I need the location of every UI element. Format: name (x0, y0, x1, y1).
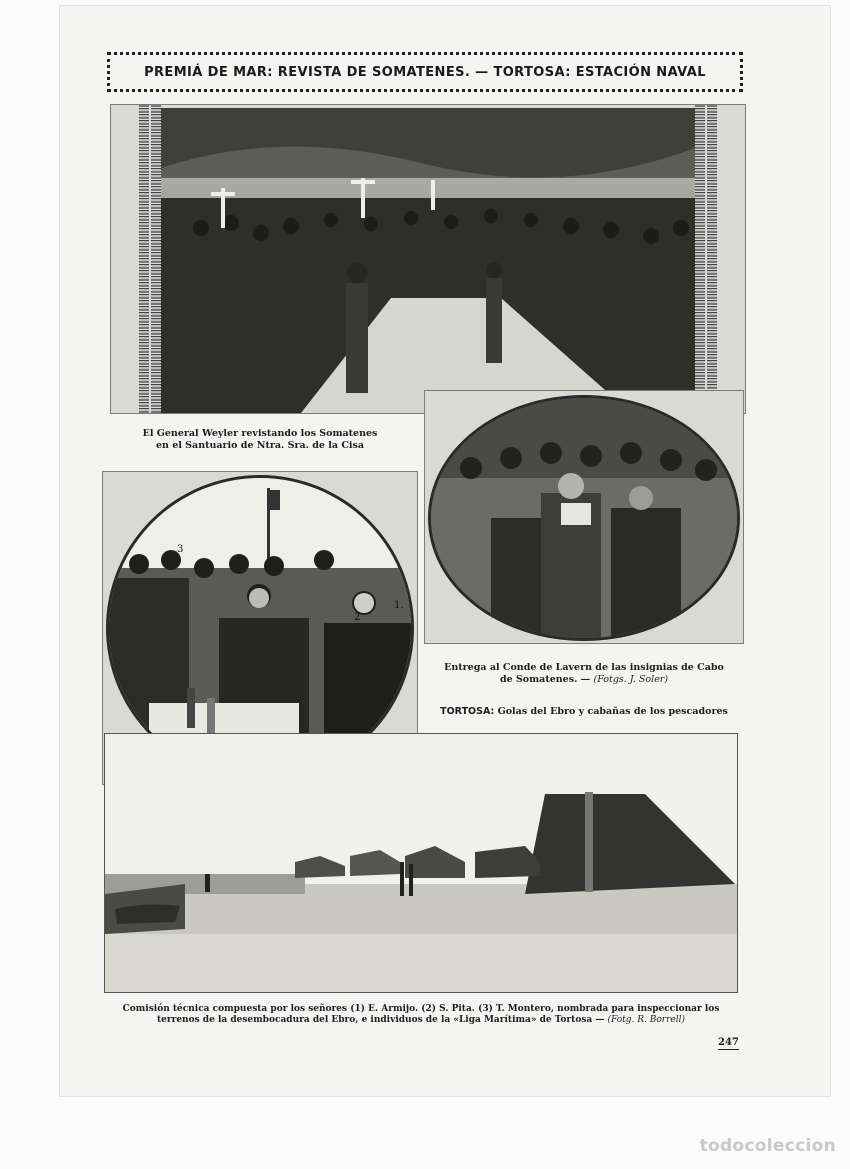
photo-tortosa-golas (104, 733, 738, 993)
decorative-stripe (139, 105, 149, 413)
caption-weyler (110, 428, 410, 452)
watermark: todocoleccion (699, 1136, 836, 1156)
decorative-stripe (695, 105, 705, 413)
caption-label: TORTOSA: (440, 706, 495, 717)
caption-line: El General Weyler revistando los Somatenes (142, 428, 378, 439)
caption-line: Comisión técnica compuesta por los señores (1) E. Armijo. (2) S. Pita. (3) T. Montero, nombrada para inspeccionar los (122, 1004, 720, 1014)
photo-lavern-insignias (428, 395, 740, 641)
photo-credit: (Fotgs. J. Soler) (593, 674, 669, 685)
decorative-stripe (707, 105, 717, 413)
page-number: 247 (718, 1037, 739, 1048)
caption-text: de Somatenes. — (499, 674, 591, 685)
photo-credit: (Fotg. R. Borrell) (607, 1015, 686, 1025)
caption-text: Golas del Ebro y cabañas de los pescadores (497, 706, 728, 717)
caption-line (424, 674, 744, 686)
page-title: PREMIÁ DE MAR: REVISTA DE SOMATENES. — TORTOSA: ESTACIÓN NAVAL (144, 64, 706, 80)
caption-comision (104, 1004, 738, 1026)
marker-3: 3 (177, 544, 184, 555)
caption-text: terrenos de la desembocadura del Ebro, e individuos de la «Liga Marítima» de Tortosa — (156, 1015, 605, 1025)
caption-lavern (424, 662, 744, 686)
page-header (107, 52, 743, 92)
caption-line (104, 1015, 738, 1026)
marker-2: 2 (354, 612, 361, 623)
marker-1: 1. (394, 600, 404, 611)
decorative-stripe (151, 105, 161, 413)
caption-line: en el Santuario de Ntra. Sra. de la Cisa (155, 440, 365, 451)
photo-weyler-review (161, 108, 695, 413)
caption-tortosa (424, 706, 744, 718)
caption-line: Entrega al Conde de Lavern de las insignias de Cabo (444, 662, 724, 673)
